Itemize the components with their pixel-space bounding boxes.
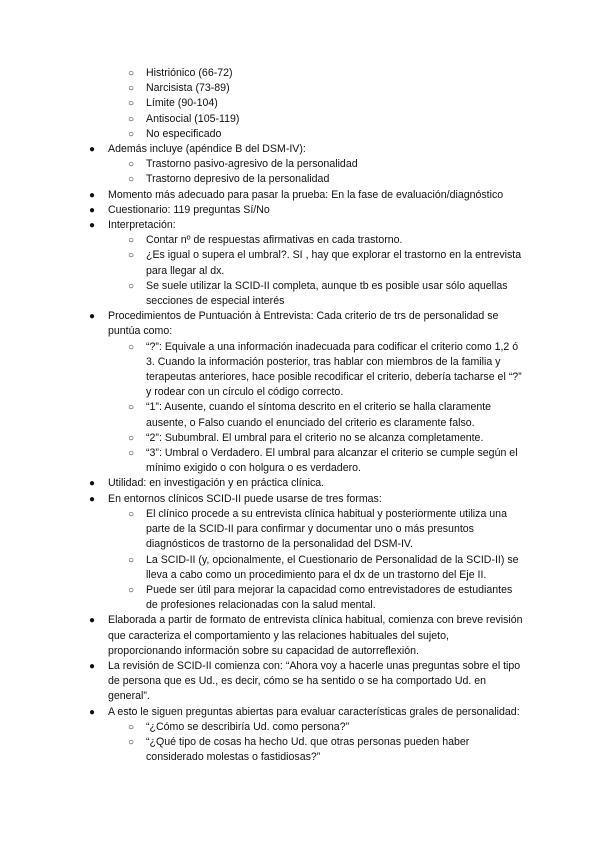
circle-bullet-icon: ○ (128, 508, 135, 520)
circle-bullet-icon: ○ (128, 235, 135, 247)
circle-bullet-icon: ○ (128, 448, 135, 460)
sub-list-item (128, 446, 524, 476)
list-item-text: El clínico procede a su entrevista clínica habitual y posteriormente utiliza una parte de la SCID-II para confirmar y documentar uno o más presuntos diagnósticos de trastorno de la personalidad del DSM-IV. (146, 507, 507, 551)
sub-list-item (128, 233, 524, 248)
list-item-text: No especificado (146, 127, 222, 140)
list-item-text: “1”: Ausente, cuando el síntoma descrito en el criterio se halla claramente ausente, o Falso cuando el enunciado del criterio es claramente falso. (146, 401, 492, 429)
sub-list-item (128, 553, 524, 583)
sub-list-item (128, 248, 524, 278)
list-item-text: Límite (90-104) (146, 97, 218, 110)
circle-bullet-icon: ○ (128, 402, 135, 414)
bullet-icon: ● (89, 615, 96, 627)
list-item-text: “?”: Equivale a una información inadecuada para codificar el criterio como 1,2 ó 3. Cuando la información posterior, tras hablar con miembros de la familia y terapeutas anteriores, hace posible recodificar el criterio, debería tacharse el “?” y rodear con un círculo el código correcto. (146, 340, 522, 399)
list-item-text: Narcisista (73-89) (146, 82, 230, 95)
sub-list-item (128, 720, 524, 735)
sub-list-item (128, 340, 524, 401)
list-item-text: Momento más adecuado para pasar la prueba: En la fase de evaluación/diagnóstico (108, 188, 504, 201)
list-item-text: Cuestionario: 119 preguntas Sí/No (108, 203, 270, 216)
list-item-text: “2”: Subumbral. El umbral para el criterio no se alcanza completamente. (146, 431, 484, 444)
list-item-text: La SCID-II (y, opcionalmente, el Cuestionario de Personalidad de la SCID-II) se lleva a cabo como un procedimiento para el dx de un trastorno del Eje II. (146, 553, 519, 581)
list-item-text: Procedimientos de Puntuación à Entrevista: Cada criterio de trs de personalidad se puntúa como: (108, 310, 499, 338)
sub-list-item (128, 96, 524, 111)
list-item-text: ¿Es igual o supera el umbral?. SI , hay que explorar el trastorno en la entrevista para llegar al dx. (146, 249, 522, 277)
circle-bullet-icon: ○ (128, 98, 135, 110)
bullet-icon: ● (89, 144, 96, 156)
list-item-text: “¿Cómo se describiría Ud. como persona?” (146, 720, 350, 733)
list-item-text: Antisocial (105-119) (146, 112, 240, 125)
sub-list-item (128, 583, 524, 613)
list-item (89, 188, 523, 203)
sub-list-item (128, 112, 524, 127)
list-item (89, 492, 523, 507)
sub-list-item (128, 66, 524, 81)
bullet-icon: ● (89, 660, 96, 672)
list-item-text: En entornos clínicos SCID-II puede usarse de tres formas: (108, 492, 382, 505)
sub-list-item (128, 279, 524, 309)
bullet-icon: ● (89, 220, 96, 232)
list-item (89, 142, 523, 157)
bullet-icon: ● (89, 493, 96, 505)
list-item (89, 659, 523, 705)
sub-list-item (128, 81, 524, 96)
list-item-text: A esto le siguen preguntas abiertas para evaluar características grales de personalidad: (108, 705, 520, 718)
circle-bullet-icon: ○ (128, 68, 135, 79)
sub-list-item (128, 431, 524, 446)
bullet-icon: ● (89, 204, 96, 216)
circle-bullet-icon: ○ (128, 113, 135, 125)
circle-bullet-icon: ○ (128, 159, 135, 171)
bullet-icon: ● (89, 478, 96, 490)
sub-list-item (128, 127, 524, 142)
circle-bullet-icon: ○ (128, 174, 135, 186)
list-item-text: Contar nº de respuestas afirmativas en cada trastorno. (146, 234, 403, 247)
list-item-text: Puede ser útil para mejorar la capacidad como entrevistadores de estudiantes de profesiones relacionadas con la salud mental. (146, 583, 513, 612)
circle-bullet-icon: ○ (128, 280, 135, 292)
bullet-icon: ● (89, 706, 96, 718)
list-item (89, 476, 523, 491)
list-item (89, 218, 523, 233)
list-item (89, 309, 523, 339)
sub-list-item (128, 507, 524, 553)
circle-bullet-icon: ○ (128, 736, 135, 748)
list-item-text: La revisión de SCID-II comienza con: “Ahora voy a hacerle unas preguntas sobre el tipo de persona que es Ud., es decir, cómo se ha sentido o se ha comportado Ud. en general”. (108, 659, 521, 703)
list-item-text: Además incluye (apéndice B del DSM-IV): (108, 143, 306, 156)
list-item-text: Elaborada a partir de formato de entrevista clínica habitual, comienza con breve revisión que caracteriza el comportamiento y las relaciones habituales del sujeto, proporcionando información sobre su capacidad de autorreflexión. (108, 614, 523, 657)
document-body (0, 66, 600, 765)
list-item-text: “3”: Umbral o Verdadero. El umbral para alcanzar el criterio se cumple según el mínimo exigido o con holgura o es verdadero. (146, 447, 518, 475)
list-item-text: Interpretación: (108, 219, 176, 232)
circle-bullet-icon: ○ (128, 584, 135, 596)
sub-list-item (128, 735, 524, 765)
sub-list-item (128, 400, 524, 430)
circle-bullet-icon: ○ (128, 432, 135, 444)
list-item-text: Se suele utilizar la SCID-II completa, aunque tb es posible usar sólo aquellas secciones de especial interés (146, 279, 508, 308)
list-item-text: Utilidad: en investigación y en práctica clínica. (108, 477, 325, 490)
circle-bullet-icon: ○ (128, 83, 135, 95)
list-item-text: Trastorno depresivo de la personalidad (146, 173, 330, 186)
circle-bullet-icon: ○ (128, 250, 135, 262)
circle-bullet-icon: ○ (128, 554, 135, 566)
circle-bullet-icon: ○ (128, 341, 135, 353)
circle-bullet-icon: ○ (128, 721, 135, 733)
list-item (89, 203, 523, 218)
list-item-text: “¿Qué tipo de cosas ha hecho Ud. que otras personas pueden haber considerado molestas o fastidiosas?” (146, 735, 470, 764)
sub-list-item (128, 172, 524, 187)
bullet-icon: ● (89, 311, 96, 323)
list-item-text: Histriónico (66-72) (146, 67, 233, 79)
list-item (89, 705, 523, 720)
list-item (89, 613, 523, 659)
list-item-text: Trastorno pasivo-agresivo de la personalidad (146, 158, 358, 171)
sub-list-item (128, 157, 524, 172)
circle-bullet-icon: ○ (128, 128, 135, 140)
bullet-icon: ● (89, 189, 96, 201)
